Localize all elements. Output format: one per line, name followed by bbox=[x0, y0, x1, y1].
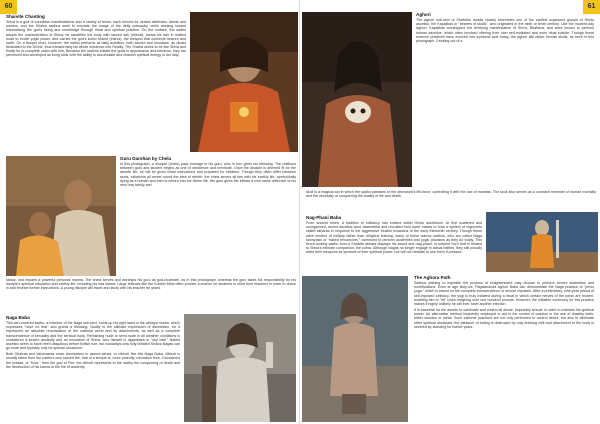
aghori-section bbox=[416, 13, 594, 45]
guru-darshan-continued bbox=[6, 278, 296, 292]
section-body: The Aghori sub-sect of Shaivites mostly closely resembles one of the earliest organized groups of Hindu ascetics, the Kapalikas or "bearers of skulls", who originated in the ninth or tenth century. Like the modern-day Aghori, Kapalikas worshipped the terrifying manifestation of Shiva, Bhairava, and were known to perform human sacrifice, which often involved offering their own self-mutilated and even ritual suicide. Though these extreme practices have evolved into symbolic acts today, the Aghori still utilize human skulls, as seen in this photograph. Drinking out of a bbox=[416, 18, 594, 43]
nag-phani-baba-photo bbox=[486, 212, 598, 272]
section-body: Sadhus wishing to expedite the process of enlightenment may choose to perform severe austerities and mortifications. Even at age sixty-six, Pagalananda Aghori Baba can demonstrate the Naga practice of "penis yoga," which is based on the complete transcendence of sexual impulses. After a preliminary, nine-year period of self-imposed celibacy, the yogi is truly initiated during a ritual in which certain nerves of the penis are broken, enabling him to "lift" rocks weighing over one hundred pounds. However, the initiation ceremony for this practice makes it highly unlikely he will ever have another erection. bbox=[414, 281, 594, 306]
nag-phani-section bbox=[306, 216, 482, 256]
section-body: In this photograph, a disciple (chela) pays homage to his guru, who in turn gives his blessing. The relations between guru and student begins as one of obedience and servitude. Once the disciple is deemed fit for the ascetic life, he will be given initial instructions and prepared for initiation. Though they often differ between sects, initiations all center round the idea of rebirth: the chela severs all ties with his earthly life, symbolically dying as a human and then is reborn into the divine life. His guru gives the initiate a new name reflective of his new holy family and bbox=[120, 162, 296, 187]
section-body: Shiva is a god of countless manifestations and a variety of forms, each formed for certain attributes, deeds and powers; and the Shaiva sadhus seek to emulate the image of the deity outwardly, while working toward internalizing the god's being and knowledge through ritual and spiritual practice. On the surface, the sadhu adopts the characteristics of Shiva: he sanctifies the body with sacred ash (vibhuti), wears his hair in matted locks to evoke yogic power, and carries the god's iconic trident (trishul), the weapon that connects heaven and earth. On a deeper level, however, the sadhu performs all daily activities, both sacred and mundane, as rituals dedicated to the Divine, thus transforming his whole existence into Reality. The Shaiva seeks to be like Shiva and finally be in complete union with him. Because the sadhus imitate the gods in appearance and behavior, they are perceived and worshiped as living idols with the ability to accumulate and channel spiritual energy to the laity. bbox=[6, 20, 186, 58]
aghora-path-section bbox=[414, 276, 594, 331]
section-heading: Nag-Phani Baba bbox=[306, 215, 342, 220]
section-heading: The Aghora Path bbox=[414, 275, 451, 280]
shaivite-chanting-section bbox=[6, 15, 186, 60]
section-body-continued: status, and imparts a powerful personal mantra. The chela serves and worships his guru as god-incarnate, as in this photograph, whereas the guru takes full responsibility for his disciple's spiritual education and earthly life, including his bad karma. Large festivals like the Kumbh Mela often provide a chance for students to meet their teachers in order to check in and receive further instructions. A young disciple will travel and study with his teacher for years. bbox=[6, 278, 296, 291]
section-heading: Aghori bbox=[416, 12, 431, 17]
aghori-skull-photo bbox=[302, 12, 412, 187]
section-body: This ash-covered sadhu, a member of the Naga sub-sect, holds up his right hand in the abhaya mudra, which expresses "have no fear" and grants a blessing. Nudity is the ultimate expression of asceticism, for it represents an absolute renunciation of the material world and its attachments, as well as a complete transcendence of sexuality and the sensual body. Remaining nude or semi-nude in all weather conditions is considered a severe austerity and an emulation of Shiva, who himself is digambara or "sky clad." Naked ascetics seem to have been ubiquitous before British rule, but nowadays only fully initiated Shaiva Nagas can go nude and typically only for special occasions. bbox=[6, 321, 180, 351]
guru-darshan-section bbox=[120, 157, 296, 189]
naga-baba-section bbox=[6, 316, 180, 371]
naga-baba-photo bbox=[184, 314, 296, 422]
section-body: From ancient times, a tradition of militancy has existed within Hindu asceticism. At first scattered and unorganized, armed ascetics were assembled and recruited from lower castes to form a system of regiments called akharas in response to the aggressive Muslim invasions of the early thirteenth century. Though these were centers of military rather than religious training, many of these warrior sadhus, who are called Naga sannyasis or "naked renouncers," continued to perform austerities and yogic practices as they do today. This fierce-looking sadhu from a Shaivite akhara displays his sword and nag-phani, or serpent horn that is related to Shiva's intimate companion, the cobra. Although Nagas no longer engage in actual battles, they still proudly wield their weapons as symbols of their spiritual power, but will not hesitate to use them if pressed. bbox=[306, 221, 482, 255]
section-body-2: Both Shaivas and Vaishnavas cover themselves in sacred ashes, or vibhuti, like this Naga Baba. Vibhuti is usually taken from the sadhu's own sacred fire, that of a temple or, more potently, cremation fires. Considered the prasad, or "food," from the god of Fire, the vibhuti represents to the sadhu the conquering of death and the destruction of his karma in the fire of austerity. bbox=[6, 352, 181, 369]
guru-chela-photo bbox=[6, 156, 116, 276]
section-body-2: It is essential for the ascetic to sublimate and control all desire, especially sexual, in order to maintain his spiritual power. An alternative method frequently employed to aid in the control of passion is the use of chastity belts, either wooden or metal. Such extreme practices are not only performed to control desire, but also to eliminate other spiritual obstacles: the pleasure of eating is destroyed by only drinking milk and attachment to the body is severed by standing for twelve years. bbox=[414, 308, 594, 329]
aghori-continued bbox=[306, 190, 596, 200]
chanting-sadhu-photo bbox=[190, 12, 298, 152]
left-page-number: 60 bbox=[0, 0, 17, 14]
section-heading: Guru Darshan by Chela bbox=[120, 156, 172, 161]
section-body-continued: skull is a magical act in which the sadhu partakes of the deceased's life-force, controlling it with the use of mantras. The skull also serves as a constant reminder of human mortality and the necessity of conquering the duality of life and death. bbox=[306, 190, 596, 199]
right-page bbox=[300, 0, 600, 424]
section-heading: Shaivite Chanting bbox=[6, 14, 45, 19]
aghora-path-photo bbox=[302, 276, 408, 422]
right-page-number: 61 bbox=[583, 0, 600, 14]
section-heading: Naga Baba bbox=[6, 315, 30, 320]
